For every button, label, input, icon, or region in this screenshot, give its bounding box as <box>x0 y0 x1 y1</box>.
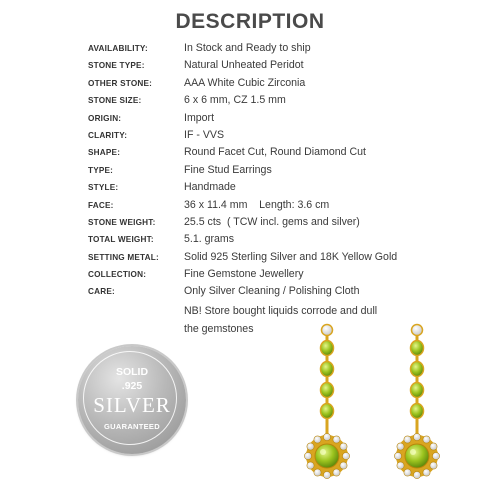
earrings-photo <box>300 318 450 488</box>
care-note-line: the gemstones <box>184 323 254 335</box>
spec-value: 36 x 11.4 mm Length: 3.6 cm <box>184 198 330 211</box>
spec-value: Only Silver Cleaning / Polishing Cloth <box>184 285 360 298</box>
seal-text-silver: SILVER <box>93 393 171 417</box>
spec-label: STONE SIZE: <box>88 96 142 106</box>
spec-row-availability <box>88 42 488 59</box>
spec-label: AVAILABILITY: <box>88 44 148 53</box>
spec-value: Fine Stud Earrings <box>184 163 272 176</box>
spec-label: TYPE: <box>88 165 114 175</box>
spec-label: STYLE: <box>88 183 119 193</box>
spec-value: Solid 925 Sterling Silver and 18K Yellow Gold <box>184 250 398 263</box>
spec-value: 6 x 6 mm, CZ 1.5 mm <box>184 94 286 107</box>
spec-value: Round Facet Cut, Round Diamond Cut <box>184 146 366 159</box>
spec-label: OTHER STONE: <box>88 78 153 88</box>
spec-label: TOTAL WEIGHT: <box>88 235 154 245</box>
spec-value: Fine Gemstone Jewellery <box>184 268 304 281</box>
spec-row-stone-size <box>88 94 488 111</box>
spec-row-other-stone <box>88 77 488 94</box>
spec-label: SETTING METAL: <box>88 252 159 262</box>
spec-row-origin <box>88 112 488 129</box>
spec-label: STONE WEIGHT: <box>88 217 156 227</box>
spec-row-total-weight <box>88 233 488 250</box>
spec-value: Handmade <box>184 181 236 194</box>
spec-value: Natural Unheated Peridot <box>184 59 304 72</box>
spec-row-clarity <box>88 129 488 146</box>
earring-right <box>394 325 439 479</box>
page-title: DESCRIPTION <box>175 10 325 33</box>
spec-row-stone-weight <box>88 216 488 233</box>
spec-row-shape <box>88 146 488 163</box>
spec-value: 25.5 cts ( TCW incl. gems and silver) <box>184 215 360 228</box>
spec-value: 5.1. grams <box>184 233 235 246</box>
spec-row-care <box>88 285 488 302</box>
spec-value: In Stock and Ready to ship <box>184 42 311 54</box>
seal-text-925: .925 <box>121 380 143 392</box>
spec-row-style <box>88 181 488 198</box>
spec-list <box>88 42 488 303</box>
spec-row-type <box>88 164 488 181</box>
spec-value: IF - VVS <box>184 128 225 141</box>
earring-left <box>304 325 349 479</box>
spec-label: COLLECTION: <box>88 270 147 280</box>
spec-value: Import <box>184 111 215 124</box>
spec-label: CARE: <box>88 287 115 297</box>
solid-silver-seal <box>78 346 186 454</box>
spec-label: FACE: <box>88 200 114 210</box>
spec-row-face <box>88 199 488 216</box>
care-note-line: NB! Store bought liquids corrode and dull <box>184 305 378 317</box>
spec-row-collection <box>88 268 488 285</box>
spec-row-stone-type <box>88 59 488 76</box>
seal-text-solid: SOLID <box>115 366 149 378</box>
spec-label: STONE TYPE: <box>88 61 145 71</box>
spec-value: AAA White Cubic Zirconia <box>184 76 306 89</box>
spec-label: ORIGIN: <box>88 113 122 123</box>
spec-label: SHAPE: <box>88 148 121 158</box>
seal-text-guaranteed: GUARANTEED <box>104 422 160 431</box>
earrings-image <box>300 318 450 483</box>
spec-label: CLARITY: <box>88 130 128 140</box>
spec-row-setting-metal <box>88 251 488 268</box>
